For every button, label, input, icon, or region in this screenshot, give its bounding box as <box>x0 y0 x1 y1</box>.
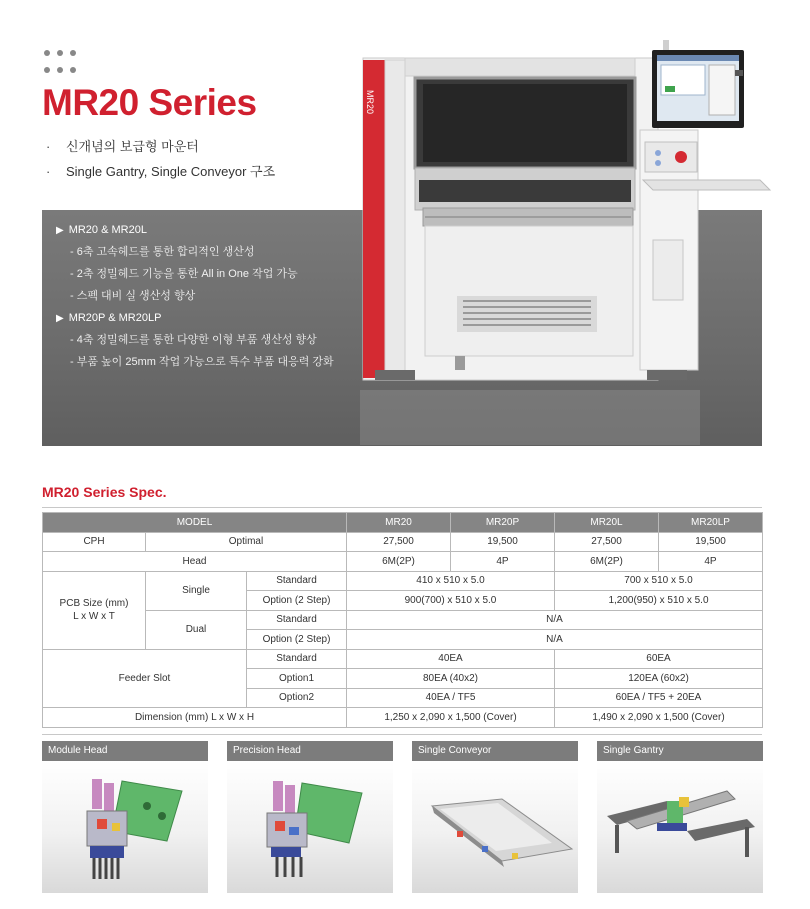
feature-item: - 6축 고속헤드를 통한 합리적인 생산성 <box>70 246 255 258</box>
table-cell: 27,500 <box>347 532 451 552</box>
row-option: Standard <box>247 610 347 630</box>
header-cell: MR20L <box>555 513 659 533</box>
table-cell: 80EA (40x2) <box>347 669 555 689</box>
table-cell: 6M(2P) <box>347 552 451 572</box>
card-single-conveyor <box>412 741 578 893</box>
table-cell: 120EA (60x2) <box>555 669 763 689</box>
table-row <box>43 649 763 669</box>
table-cell: 40EA / TF5 <box>347 688 555 708</box>
table-cell: 40EA <box>347 649 555 669</box>
table-cell: 700 x 510 x 5.0 <box>555 571 763 591</box>
table-row <box>43 571 763 591</box>
row-option: Option2 <box>247 688 347 708</box>
table-cell: N/A <box>347 630 763 650</box>
row-sublabel: Single <box>146 571 247 610</box>
feature-heading: ▶ MR20P & MR20LP <box>56 312 162 324</box>
module-head-image <box>42 761 208 893</box>
row-label: Dimension (mm) L x W x H <box>43 708 347 728</box>
table-cell: 1,200(950) x 510 x 5.0 <box>555 591 763 611</box>
spec-table <box>42 512 763 728</box>
precision-head-image <box>227 761 393 893</box>
table-row <box>43 610 763 630</box>
feature-list <box>56 223 334 377</box>
header-cell: MR20 <box>347 513 451 533</box>
row-label <box>43 571 146 649</box>
card-single-gantry <box>597 741 763 893</box>
intro-bullet: · 신개념의 보급형 마운터 <box>46 139 199 154</box>
row-label: Head <box>43 552 347 572</box>
table-cell: 1,250 x 2,090 x 1,500 (Cover) <box>347 708 555 728</box>
row-sublabel: Optimal <box>146 532 347 552</box>
table-cell: 6M(2P) <box>555 552 659 572</box>
divider <box>42 734 762 735</box>
table-cell: 410 x 510 x 5.0 <box>347 571 555 591</box>
header-cell: MR20P <box>451 513 555 533</box>
feature-heading: ▶ MR20 & MR20L <box>56 224 147 236</box>
card-precision-head <box>227 741 393 893</box>
table-cell: 1,490 x 2,090 x 1,500 (Cover) <box>555 708 763 728</box>
table-row <box>43 552 763 572</box>
table-row <box>43 708 763 728</box>
spec-title: MR20 Series Spec. <box>42 484 167 500</box>
table-cell: 27,500 <box>555 532 659 552</box>
row-option: Option (2 Step) <box>247 591 347 611</box>
row-option: Standard <box>247 571 347 591</box>
row-option: Option (2 Step) <box>247 630 347 650</box>
feature-item: - 4축 정밀헤드를 통한 다양한 이형 부품 생산성 향상 <box>70 334 317 346</box>
card-caption: Single Conveyor <box>412 741 578 761</box>
single-gantry-image <box>597 761 763 893</box>
table-cell: 19,500 <box>451 532 555 552</box>
card-caption: Single Gantry <box>597 741 763 761</box>
table-header-row <box>43 513 763 533</box>
header-cell: MODEL <box>43 513 347 533</box>
page-title: MR20 Series <box>42 82 257 123</box>
pcb-label-dims: L x W x T <box>73 611 115 622</box>
single-conveyor-image <box>412 761 578 893</box>
table-cell: 60EA <box>555 649 763 669</box>
intro-bullet: · Single Gantry, Single Conveyor 구조 <box>46 164 276 179</box>
feature-item: - 스펙 대비 실 생산성 향상 <box>70 290 196 302</box>
machine-image <box>355 20 775 445</box>
table-row <box>43 532 763 552</box>
row-option: Option1 <box>247 669 347 689</box>
table-cell: 60EA / TF5 + 20EA <box>555 688 763 708</box>
table-cell: N/A <box>347 610 763 630</box>
feature-item: - 부품 높이 25mm 작업 가능으로 특수 부품 대응력 강화 <box>70 356 334 368</box>
intro-bullets <box>46 136 275 186</box>
dot-grid-icon <box>44 50 76 78</box>
feature-item: - 2축 정밀헤드 기능을 통한 All in One 작업 가능 <box>70 268 298 280</box>
table-cell: 4P <box>659 552 763 572</box>
pcb-label: PCB Size (mm) <box>59 598 129 609</box>
card-caption: Module Head <box>42 741 208 761</box>
card-caption: Precision Head <box>227 741 393 761</box>
card-module-head <box>42 741 208 893</box>
row-option: Standard <box>247 649 347 669</box>
header-cell: MR20LP <box>659 513 763 533</box>
machine-side-label: MR20 <box>365 90 375 115</box>
table-cell: 19,500 <box>659 532 763 552</box>
divider <box>42 507 762 508</box>
row-sublabel: Dual <box>146 610 247 649</box>
table-cell: 900(700) x 510 x 5.0 <box>347 591 555 611</box>
table-cell: 4P <box>451 552 555 572</box>
row-label: Feeder Slot <box>43 649 247 708</box>
row-label: CPH <box>43 532 146 552</box>
